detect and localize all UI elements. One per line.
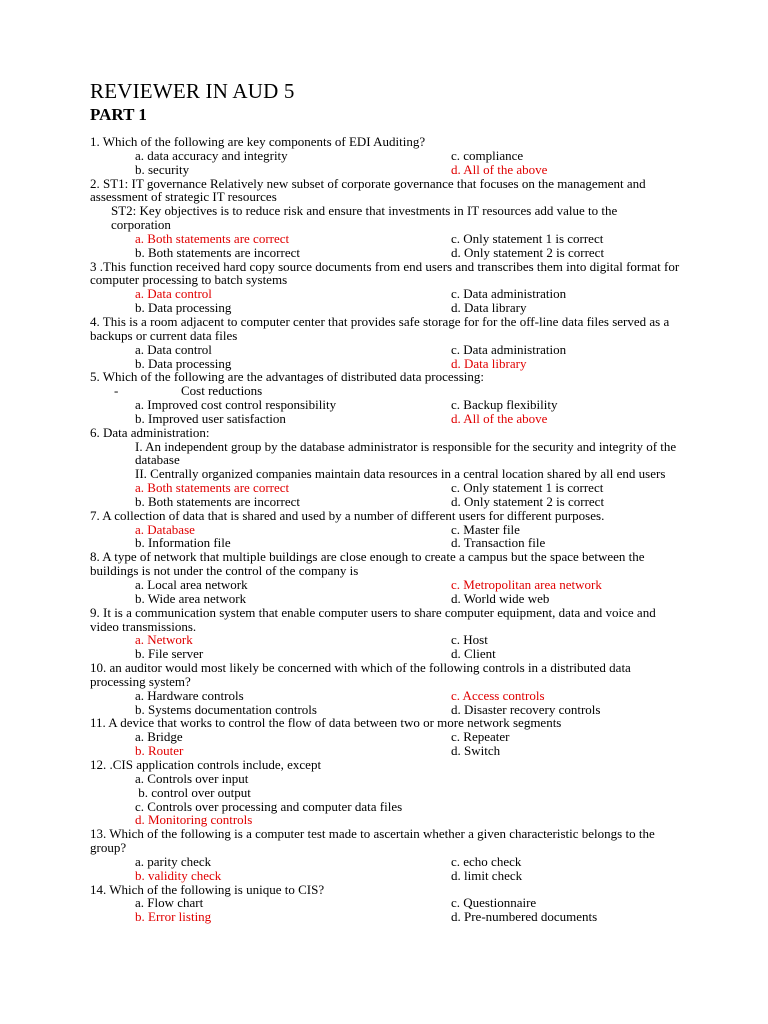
answer-option: b. Router bbox=[135, 743, 184, 759]
question-item bbox=[90, 758, 680, 827]
option-row bbox=[90, 689, 680, 703]
question-text: 8. A type of network that multiple buildings are close enough to create a campus but the space between the buildings is not under the control of the company is bbox=[90, 549, 645, 579]
answer-option: b. validity check bbox=[135, 867, 222, 883]
choice-option: c. Only statement 1 is correct bbox=[451, 480, 604, 496]
answer-option: a. Both statements are correct bbox=[135, 480, 290, 496]
choice-option: d. Disaster recovery controls bbox=[451, 701, 601, 717]
choice-option: a. Improved cost control responsibility bbox=[135, 397, 337, 413]
choice-option: d. Data library bbox=[451, 300, 527, 316]
option-row bbox=[90, 357, 680, 371]
option-row bbox=[90, 730, 680, 744]
choice-option: c. compliance bbox=[451, 147, 524, 163]
question-text: 6. Data administration: bbox=[90, 424, 210, 440]
choice-option: d. Client bbox=[451, 646, 496, 662]
choice-option: a. parity check bbox=[135, 853, 212, 869]
choice-option: b. Wide area network bbox=[135, 590, 247, 606]
option-row bbox=[90, 232, 680, 246]
question-text: 7. A collection of data that is shared and used by a number of different users for different purposes. bbox=[90, 507, 605, 523]
question-item bbox=[90, 177, 680, 260]
option-row bbox=[90, 592, 680, 606]
choice-option: b. security bbox=[135, 161, 190, 177]
bullet-dash: - bbox=[114, 383, 119, 399]
question-text: 9. It is a communication system that enable computer users to share computer equipment, data and voice and video transmissions. bbox=[90, 604, 656, 634]
option-row bbox=[90, 523, 680, 537]
question-text: 13. Which of the following is a computer test made to ascertain whether a given characteristic belongs to the group? bbox=[90, 826, 655, 856]
option-row bbox=[90, 246, 680, 260]
option-row bbox=[90, 343, 680, 357]
option-row bbox=[90, 163, 680, 177]
choice-option: c. Data administration bbox=[451, 286, 567, 302]
question-text: 3 .This function received hard copy source documents from end users and transcribes them into digital format for computer processing to batch systems bbox=[90, 258, 680, 288]
choice-option: d. Switch bbox=[451, 743, 501, 759]
answer-option: d. All of the above bbox=[451, 161, 548, 177]
option-row bbox=[90, 744, 680, 758]
choice-option: b. Both statements are incorrect bbox=[135, 244, 300, 260]
option-row bbox=[90, 412, 680, 426]
part-heading: PART 1 bbox=[90, 105, 147, 124]
choice-option: c. Data administration bbox=[451, 341, 567, 357]
question-item bbox=[90, 509, 680, 551]
question-text: 12. .CIS application controls include, except bbox=[90, 756, 322, 772]
question-text: 14. Which of the following is unique to CIS? bbox=[90, 881, 325, 897]
choice-option: b. control over output bbox=[135, 784, 251, 800]
choice-option: d. World wide web bbox=[451, 590, 550, 606]
question-item bbox=[90, 827, 680, 882]
choice-option: a. Hardware controls bbox=[135, 687, 244, 703]
option-row bbox=[90, 481, 680, 495]
question-statement: ST2: Key objectives is to reduce risk and ensure that investments in IT resources add value to the corporation bbox=[111, 203, 618, 233]
choice-option: a. Bridge bbox=[135, 729, 183, 745]
option-row bbox=[90, 578, 680, 592]
question-text: 4. This is a room adjacent to computer center that provides safe storage for for the off-line data files served as a backups or current data files bbox=[90, 313, 670, 343]
answer-option: a. Network bbox=[135, 632, 193, 648]
answer-option: d. Data library bbox=[451, 355, 527, 371]
question-text: 11. A device that works to control the flow of data between two or more network segments bbox=[90, 715, 562, 731]
answer-option: a. Database bbox=[135, 521, 195, 537]
option-row bbox=[90, 647, 680, 661]
choice-option: c. Questionnaire bbox=[451, 895, 537, 911]
choice-option: b. File server bbox=[135, 646, 204, 662]
document-title: REVIEWER IN AUD 5 bbox=[90, 79, 295, 103]
question-item bbox=[90, 315, 680, 370]
question-text: 2. ST1: IT governance Relatively new subset of corporate governance that focuses on the management and assessment of strategic IT resources bbox=[90, 175, 646, 205]
choice-option: b. Information file bbox=[135, 535, 231, 551]
question-item bbox=[90, 661, 680, 716]
option-row bbox=[90, 910, 680, 924]
choice-option: c. Master file bbox=[451, 521, 520, 537]
question-item bbox=[90, 606, 680, 661]
question-item bbox=[90, 370, 680, 425]
choice-option: a. Data control bbox=[135, 341, 212, 357]
question-text: 1. Which of the following are key components of EDI Auditing? bbox=[90, 134, 426, 149]
answer-option: c. Metropolitan area network bbox=[451, 577, 602, 592]
question-list bbox=[90, 135, 680, 924]
option-row bbox=[90, 869, 680, 883]
answer-option: b. Error listing bbox=[135, 909, 212, 925]
choice-option: d. Only statement 2 is correct bbox=[451, 244, 605, 260]
choice-option: d. limit check bbox=[451, 867, 523, 883]
question-text: 5. Which of the following are the advantages of distributed data processing: bbox=[90, 369, 484, 385]
answer-option: a. Data control bbox=[135, 286, 212, 302]
question-item bbox=[90, 716, 680, 758]
choice-option: d. Transaction file bbox=[451, 535, 546, 551]
choice-option: b. Data processing bbox=[135, 355, 232, 371]
choice-option: d. Only statement 2 is correct bbox=[451, 493, 605, 509]
question-item bbox=[90, 135, 680, 177]
choice-option: c. Repeater bbox=[451, 729, 510, 745]
answer-option: c. Access controls bbox=[451, 687, 545, 703]
choice-option: a. data accuracy and integrity bbox=[135, 147, 288, 163]
choice-option: b. Improved user satisfaction bbox=[135, 410, 286, 426]
choice-option: c. Backup flexibility bbox=[451, 397, 558, 413]
choice-option: c. Only statement 1 is correct bbox=[451, 230, 604, 246]
option-row bbox=[90, 855, 680, 869]
choice-option: b. Data processing bbox=[135, 300, 232, 316]
choice-option: b. Both statements are incorrect bbox=[135, 493, 300, 509]
option-row bbox=[90, 536, 680, 550]
question-text: 10. an auditor would most likely be concerned with which of the following controls in a distributed data processing system? bbox=[90, 660, 631, 689]
option-row bbox=[90, 149, 680, 163]
choice-option: b. Systems documentation controls bbox=[135, 701, 317, 717]
option-row bbox=[90, 896, 680, 910]
option-row bbox=[90, 633, 680, 647]
choice-option: c. echo check bbox=[451, 853, 522, 869]
option-row bbox=[90, 703, 680, 717]
question-item bbox=[90, 883, 680, 925]
bullet-text: Cost reductions bbox=[181, 383, 263, 399]
option-row bbox=[90, 301, 680, 315]
choice-option: a. Flow chart bbox=[135, 895, 204, 911]
choice-option: c. Controls over processing and computer data files bbox=[135, 798, 403, 814]
statement-text: II. Centrally organized companies maintain data resources in a central location shared by all end users bbox=[135, 466, 666, 482]
choice-option: a. Local area network bbox=[135, 577, 248, 592]
option-row bbox=[90, 287, 680, 301]
statement-text: I. An independent group by the database administrator is responsible for the security and integrity of the database bbox=[135, 438, 677, 468]
bullet-line bbox=[90, 384, 680, 398]
question-item bbox=[90, 260, 680, 315]
choice-option: a. Controls over input bbox=[135, 770, 249, 786]
document-page bbox=[90, 78, 680, 924]
answer-option: d. Monitoring controls bbox=[135, 812, 253, 828]
question-item bbox=[90, 426, 680, 509]
answer-option: a. Both statements are correct bbox=[135, 230, 290, 246]
option-row bbox=[90, 495, 680, 509]
choice-option: c. Host bbox=[451, 632, 488, 648]
answer-option: d. All of the above bbox=[451, 410, 548, 426]
question-item bbox=[90, 550, 680, 605]
choice-option: d. Pre-numbered documents bbox=[451, 909, 598, 925]
option-row bbox=[90, 398, 680, 412]
